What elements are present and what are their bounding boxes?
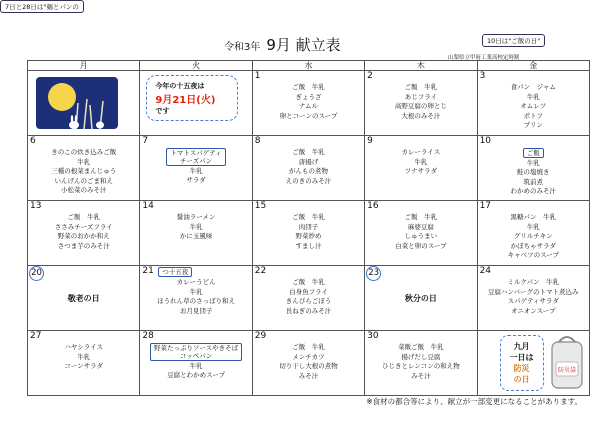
boxed-menu-items <box>478 148 589 159</box>
moon-rabbit-icon <box>32 73 122 131</box>
day-number: 21 <box>142 266 154 276</box>
menu-item: 肉団子 <box>298 222 319 231</box>
menu-item: きんぴらごぼう <box>285 297 332 305</box>
menu-item: いんげんのごま和え <box>54 176 113 185</box>
week-row <box>28 331 590 396</box>
menu-item: カレーライス <box>401 148 441 156</box>
menu-item: 三種の根菜まんじゅう <box>51 167 117 175</box>
bosai-day-notice <box>500 335 544 391</box>
menu-item: プリン <box>523 121 543 129</box>
day-cell <box>365 266 477 331</box>
emergency-bag-icon <box>547 332 587 392</box>
week-row <box>28 201 590 266</box>
bosai-cell <box>477 331 589 396</box>
menu-item: ナムル <box>298 102 319 110</box>
menu-item: しゅうまい <box>404 232 438 240</box>
menu-item: 筑前煮 <box>523 177 544 186</box>
bosai-line1: 九月 <box>513 342 530 351</box>
day-number: 22 <box>254 266 267 276</box>
menu-item: あじフライ <box>404 92 438 101</box>
menu-item: みそ汁 <box>298 371 319 380</box>
moon-viewing-cell <box>28 71 140 136</box>
day-cell <box>140 136 252 201</box>
menu-item: ご飯 牛乳 <box>67 213 100 221</box>
bosai-line3: 防災 <box>513 364 530 373</box>
day-number: 3 <box>479 71 486 81</box>
menu-item: 牛乳 <box>414 157 428 166</box>
day-number: 16 <box>367 201 379 211</box>
menu-item: かに玉風味 <box>179 232 213 240</box>
day-number: 2 <box>367 71 373 81</box>
menu-lines <box>253 83 364 121</box>
day-number: 29 <box>254 331 267 341</box>
promo-date: 9月21日(火) <box>155 95 216 106</box>
jugoya-tag: つ十五夜 <box>158 267 192 277</box>
day-cell <box>252 201 364 266</box>
menu-item: キャベツのスープ <box>507 251 559 259</box>
menu-item: ご飯 牛乳 <box>292 278 325 286</box>
boxed-highlight <box>166 148 225 166</box>
menu-item: カレーうどん <box>176 278 216 286</box>
menu-item: 牛乳 <box>526 158 540 167</box>
menu-item: ツナサラダ <box>404 167 438 175</box>
day-number: 20 <box>29 266 44 281</box>
weekday-thu: 木 <box>365 61 477 71</box>
menu-item: 白菜と卵のスープ <box>395 241 447 250</box>
menu-item: オムレツ <box>520 102 547 110</box>
menu-item: がんもの煮物 <box>288 167 328 175</box>
menu-lines <box>478 278 589 316</box>
menu-item: グリルチキン <box>513 232 553 240</box>
weekday-wed: 水 <box>252 61 364 71</box>
bosai-line2: 一日は <box>509 353 534 362</box>
day-cell <box>28 266 140 331</box>
menu-item: ハヤシライス <box>64 343 104 351</box>
week-row <box>28 266 590 331</box>
menu-item: ほうれん草のさっぱり和え <box>157 297 236 305</box>
menu-item: ぎょうざ <box>295 92 322 101</box>
day-cell <box>477 201 589 266</box>
menu-item: ミルクパン 牛乳 <box>507 278 560 286</box>
menu-item: きのこの炊き込みご飯 <box>51 148 117 156</box>
menu-item: 大根のみそ汁 <box>401 111 441 120</box>
day-number: 28 <box>142 331 154 341</box>
day-number: 7 <box>142 136 149 146</box>
menu-item: 白身魚フライ <box>289 287 328 296</box>
day-cell <box>477 71 589 136</box>
menu-item: 豆腐ハンバーグのトマト煮込み <box>488 287 579 296</box>
day-cell <box>365 136 477 201</box>
menu-item: さつま芋のみそ汁 <box>57 241 110 250</box>
menu-lines <box>478 148 589 197</box>
day-cell <box>252 136 364 201</box>
menu-item: 牛乳 <box>189 361 203 370</box>
menu-item: 長ねぎのみそ汁 <box>285 306 332 315</box>
menu-item: みそ汁 <box>411 371 431 380</box>
day-number: 1 <box>254 71 261 81</box>
menu-item: 鮭の塩焼き <box>517 168 550 176</box>
bosai-line4: の日 <box>513 375 530 384</box>
day-cell <box>140 266 252 331</box>
menu-lines <box>478 83 589 131</box>
menu-item: スパゲティサラダ <box>507 297 559 305</box>
week-row <box>28 136 590 201</box>
jugoya-bubble <box>146 75 238 121</box>
menu-item: 牛乳 <box>189 166 203 175</box>
menu-lines <box>253 148 364 186</box>
menu-item: ポトフ <box>523 111 543 120</box>
menu-calendar <box>27 60 590 396</box>
day-cell <box>365 331 477 396</box>
day-cell <box>140 201 252 266</box>
menu-lines <box>365 148 476 177</box>
day-number: 27 <box>30 331 42 341</box>
menu-item: オニオンスープ <box>511 306 556 315</box>
menu-lines <box>140 213 251 242</box>
day-number: 15 <box>254 201 267 211</box>
menu-item: 揚げだし豆腐 <box>401 352 441 361</box>
menu-item: 卵とコーンのスープ <box>279 111 338 120</box>
menu-item: 野菜のおかか和え <box>57 232 110 240</box>
boxed-menu-items <box>140 148 251 167</box>
menu-item: コッペパン <box>179 352 213 360</box>
menu-item: 牛乳 <box>77 352 91 361</box>
page-title <box>224 34 341 55</box>
menu-item: 牛乳 <box>189 222 203 231</box>
day-number: 24 <box>479 266 492 276</box>
menu-item: 切り干し大根の煮物 <box>279 362 338 370</box>
day-number: 23 <box>366 266 381 281</box>
day-number: 30 <box>367 331 379 341</box>
day-cell <box>252 71 364 136</box>
day-cell <box>140 331 252 396</box>
title-text: 9月 献立表 <box>266 36 341 54</box>
menu-item: 小松菜のみそ汁 <box>60 186 107 194</box>
promo-line1: 今年の十五夜は <box>155 82 205 90</box>
day-cell <box>252 331 364 396</box>
bag-label: 防災袋 <box>557 367 577 374</box>
day-cell <box>365 71 477 136</box>
day-number: 9 <box>367 136 373 146</box>
menu-item: 醤油ラーメン <box>176 213 216 221</box>
menu-lines <box>140 278 251 316</box>
day-number: 14 <box>142 201 154 211</box>
week-row <box>28 71 590 136</box>
day-cell <box>28 136 140 201</box>
menu-item: 高野豆腐の卵とじ <box>394 102 447 110</box>
menu-lines <box>253 278 364 316</box>
menu-item: 麻婆豆腐 <box>407 222 434 231</box>
menu-item: ご飯 牛乳 <box>404 83 438 91</box>
menu-item: サラダ <box>186 176 206 184</box>
menu-item: 牛乳 <box>526 92 540 101</box>
menu-item: コーンサラダ <box>64 362 104 370</box>
school-name: 山梨県立甲府工業高校定時制 <box>448 55 520 61</box>
menu-item: 牛乳 <box>77 157 91 166</box>
day-cell <box>477 136 589 201</box>
menu-item: ひじきとレンコンの和え物 <box>381 362 460 370</box>
menu-lines <box>365 213 476 251</box>
menu-item: 唐揚げ <box>298 157 319 166</box>
menu-item: 菜飯ご飯 牛乳 <box>398 343 444 351</box>
menu-item: チーズパン <box>179 157 213 165</box>
menu-lines <box>140 148 251 186</box>
day-cell <box>252 266 364 331</box>
holiday-label: 秋分の日 <box>404 294 437 303</box>
weekday-tue: 火 <box>140 61 252 71</box>
menu-lines <box>140 343 251 381</box>
menu-item: ご飯 牛乳 <box>292 83 325 91</box>
menu-item: 豆腐とわかめスープ <box>167 371 226 379</box>
menu-item: ささみチーズフライ <box>54 222 113 231</box>
menu-lines <box>28 213 139 251</box>
menu-item: わかめのみそ汁 <box>510 187 557 195</box>
day-number: 6 <box>30 136 36 146</box>
footnote: ※食材の都合等により、献立が一部変更になることがあります。 <box>366 397 582 406</box>
day-number: 17 <box>479 201 492 211</box>
menu-item: ご飯 牛乳 <box>292 148 325 156</box>
menu-item: ご飯 <box>526 149 540 157</box>
boxed-menu-items <box>140 343 251 362</box>
menu-lines <box>365 343 476 381</box>
menu-item: 牛乳 <box>189 287 203 296</box>
menu-item: ご飯 牛乳 <box>404 213 438 221</box>
menu-item: メンチカツ <box>292 352 325 361</box>
menu-item: 野菜たっぷりソースやきそば <box>153 344 239 352</box>
boxed-highlight <box>523 148 544 158</box>
menu-lines <box>365 83 476 121</box>
menu-lines <box>478 213 589 261</box>
menu-item: 牛乳 <box>526 222 540 231</box>
era-label: 令和3年 <box>224 42 261 53</box>
menu-lines <box>28 148 139 196</box>
menu-item: すまし汁 <box>295 241 322 250</box>
weekday-mon: 月 <box>28 61 140 71</box>
day-number: 10 <box>479 136 492 146</box>
menu-lines <box>28 343 139 372</box>
menu-item: ご飯 牛乳 <box>292 213 325 221</box>
weekday-fri: 金 <box>477 61 589 71</box>
boxed-highlight <box>150 343 242 361</box>
day-cell <box>28 201 140 266</box>
menu-item: ご飯 牛乳 <box>292 343 325 351</box>
menu-item: お月見団子 <box>179 306 213 315</box>
promo-cell <box>140 71 252 136</box>
day-number: 13 <box>30 201 42 211</box>
day-number: 8 <box>254 136 261 146</box>
rice-day-note: 10日は"ご飯の日" <box>482 34 545 47</box>
menu-item: 野菜炒め <box>295 232 322 240</box>
menu-item: 黒糖パン 牛乳 <box>510 213 557 221</box>
menu-item: かぼちゃサラダ <box>510 241 556 250</box>
day-cell <box>28 331 140 396</box>
day-cell <box>365 201 477 266</box>
day-cell <box>477 266 589 331</box>
holiday-label: 敬老の日 <box>67 294 100 303</box>
menu-item: えのきのみそ汁 <box>285 176 332 185</box>
noodle-bread-note: 7日と28日は"麺とパンの <box>0 0 84 13</box>
menu-lines <box>253 343 364 381</box>
menu-lines <box>253 213 364 251</box>
promo-line2: です <box>155 107 170 115</box>
menu-item: 食パン ジャム <box>510 83 556 91</box>
weekday-header-row <box>28 61 590 71</box>
menu-item: トマトスパゲティ <box>170 149 222 157</box>
